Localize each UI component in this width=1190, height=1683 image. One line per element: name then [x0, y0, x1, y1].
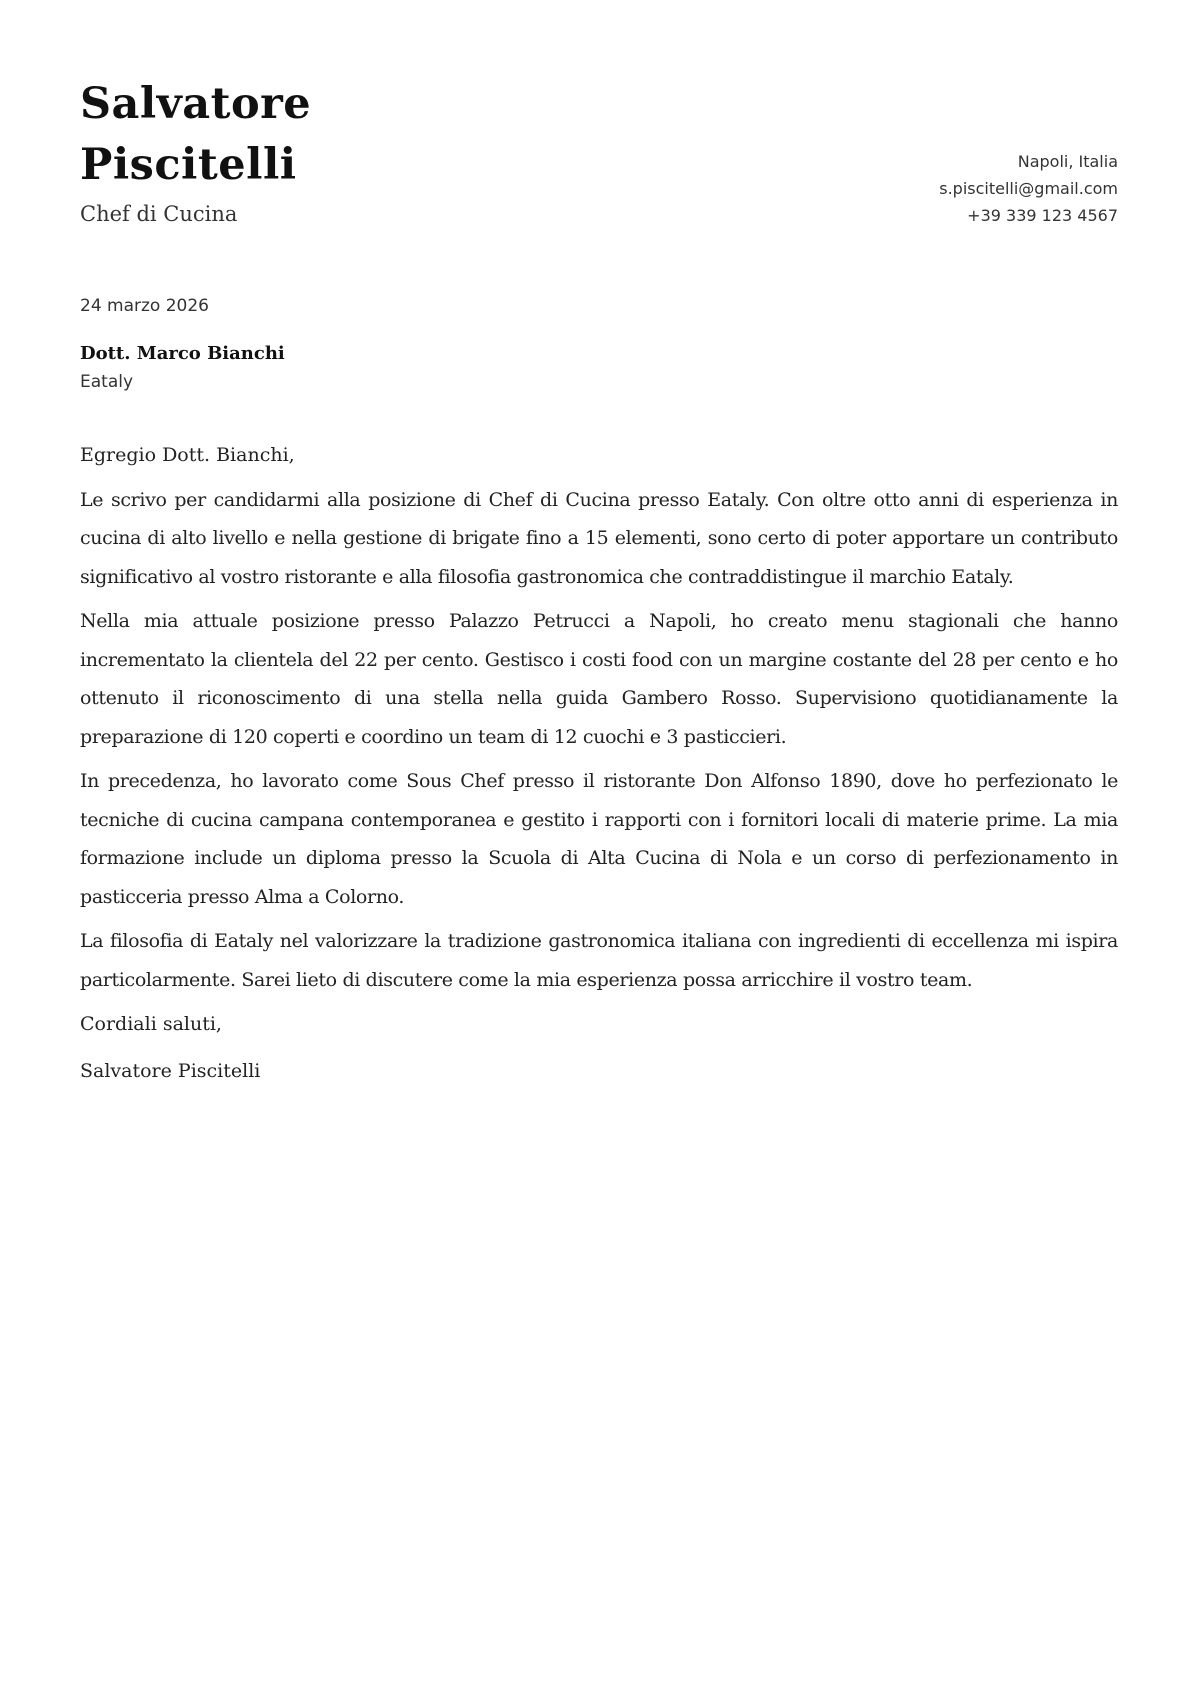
closing: Cordiali saluti, [80, 1013, 222, 1035]
paragraph-intro: Le scrivo per candidarmi alla posizione di Chef di Cucina presso Eataly. Con oltre otto anni di esperienza in cucina di alto livello e nella gestione di brigate fino a 15 elementi, sono certo di poter apportare un contributo significativo al vostro ristorante e alla filosofia gastronomica che contraddistingue il marchio Eataly. [80, 488, 1118, 588]
recipient-name: Dott. Marco Bianchi [80, 343, 285, 364]
salutation: Egregio Dott. Bianchi, [80, 444, 295, 466]
paragraph-motivation: La filosofia di Eataly nel valorizzare la tradizione gastronomica italiana con ingredienti di eccellenza mi ispira particolarmente. Sarei lieto di discutere come la mia esperienza possa arricchire il vostro team. [80, 930, 1118, 991]
sender-last-name: Piscitelli [80, 140, 297, 190]
contact-block [939, 148, 1118, 229]
paragraph-previous-role: In precedenza, ho lavorato come Sous Chef presso il ristorante Don Alfonso 1890, dove ho perfezionato le tecniche di cucina campana contemporanea e gestito i rapporti con i fornitori locali di materie prime. La mia formazione include un diploma presso la Scuola di Alta Cucina di Nola e un corso di perfezionamento in pasticceria presso Alma a Colorno. [80, 770, 1118, 908]
letter-date: 24 marzo 2026 [80, 296, 209, 316]
sender-block [80, 74, 580, 228]
signature: Salvatore Piscitelli [80, 1059, 261, 1082]
recipient-company: Eataly [80, 372, 134, 392]
contact-location: Napoli, Italia [1017, 152, 1118, 171]
sender-name [80, 74, 580, 196]
paragraph-current-role: Nella mia attuale posizione presso Palazzo Petrucci a Napoli, ho creato menu stagionali che hanno incrementato la clientela del 22 per cento. Gestisco i costi food con un margine costante del 28 per cento e ho ottenuto il riconoscimento di una stella nella guida Gambero Rosso. Supervisiono quotidianamente la preparazione di 120 coperti e coordino un team di 12 cuochi e 3 pasticcieri. [80, 610, 1118, 748]
sender-role: Chef di Cucina [80, 202, 238, 226]
recipient-block [80, 340, 780, 396]
letter-header [80, 74, 1118, 244]
sender-first-name: Salvatore [80, 79, 312, 129]
letter-body [80, 436, 1118, 1090]
contact-email: s.piscitelli@gmail.com [939, 179, 1118, 198]
contact-phone: +39 339 123 4567 [967, 206, 1118, 225]
